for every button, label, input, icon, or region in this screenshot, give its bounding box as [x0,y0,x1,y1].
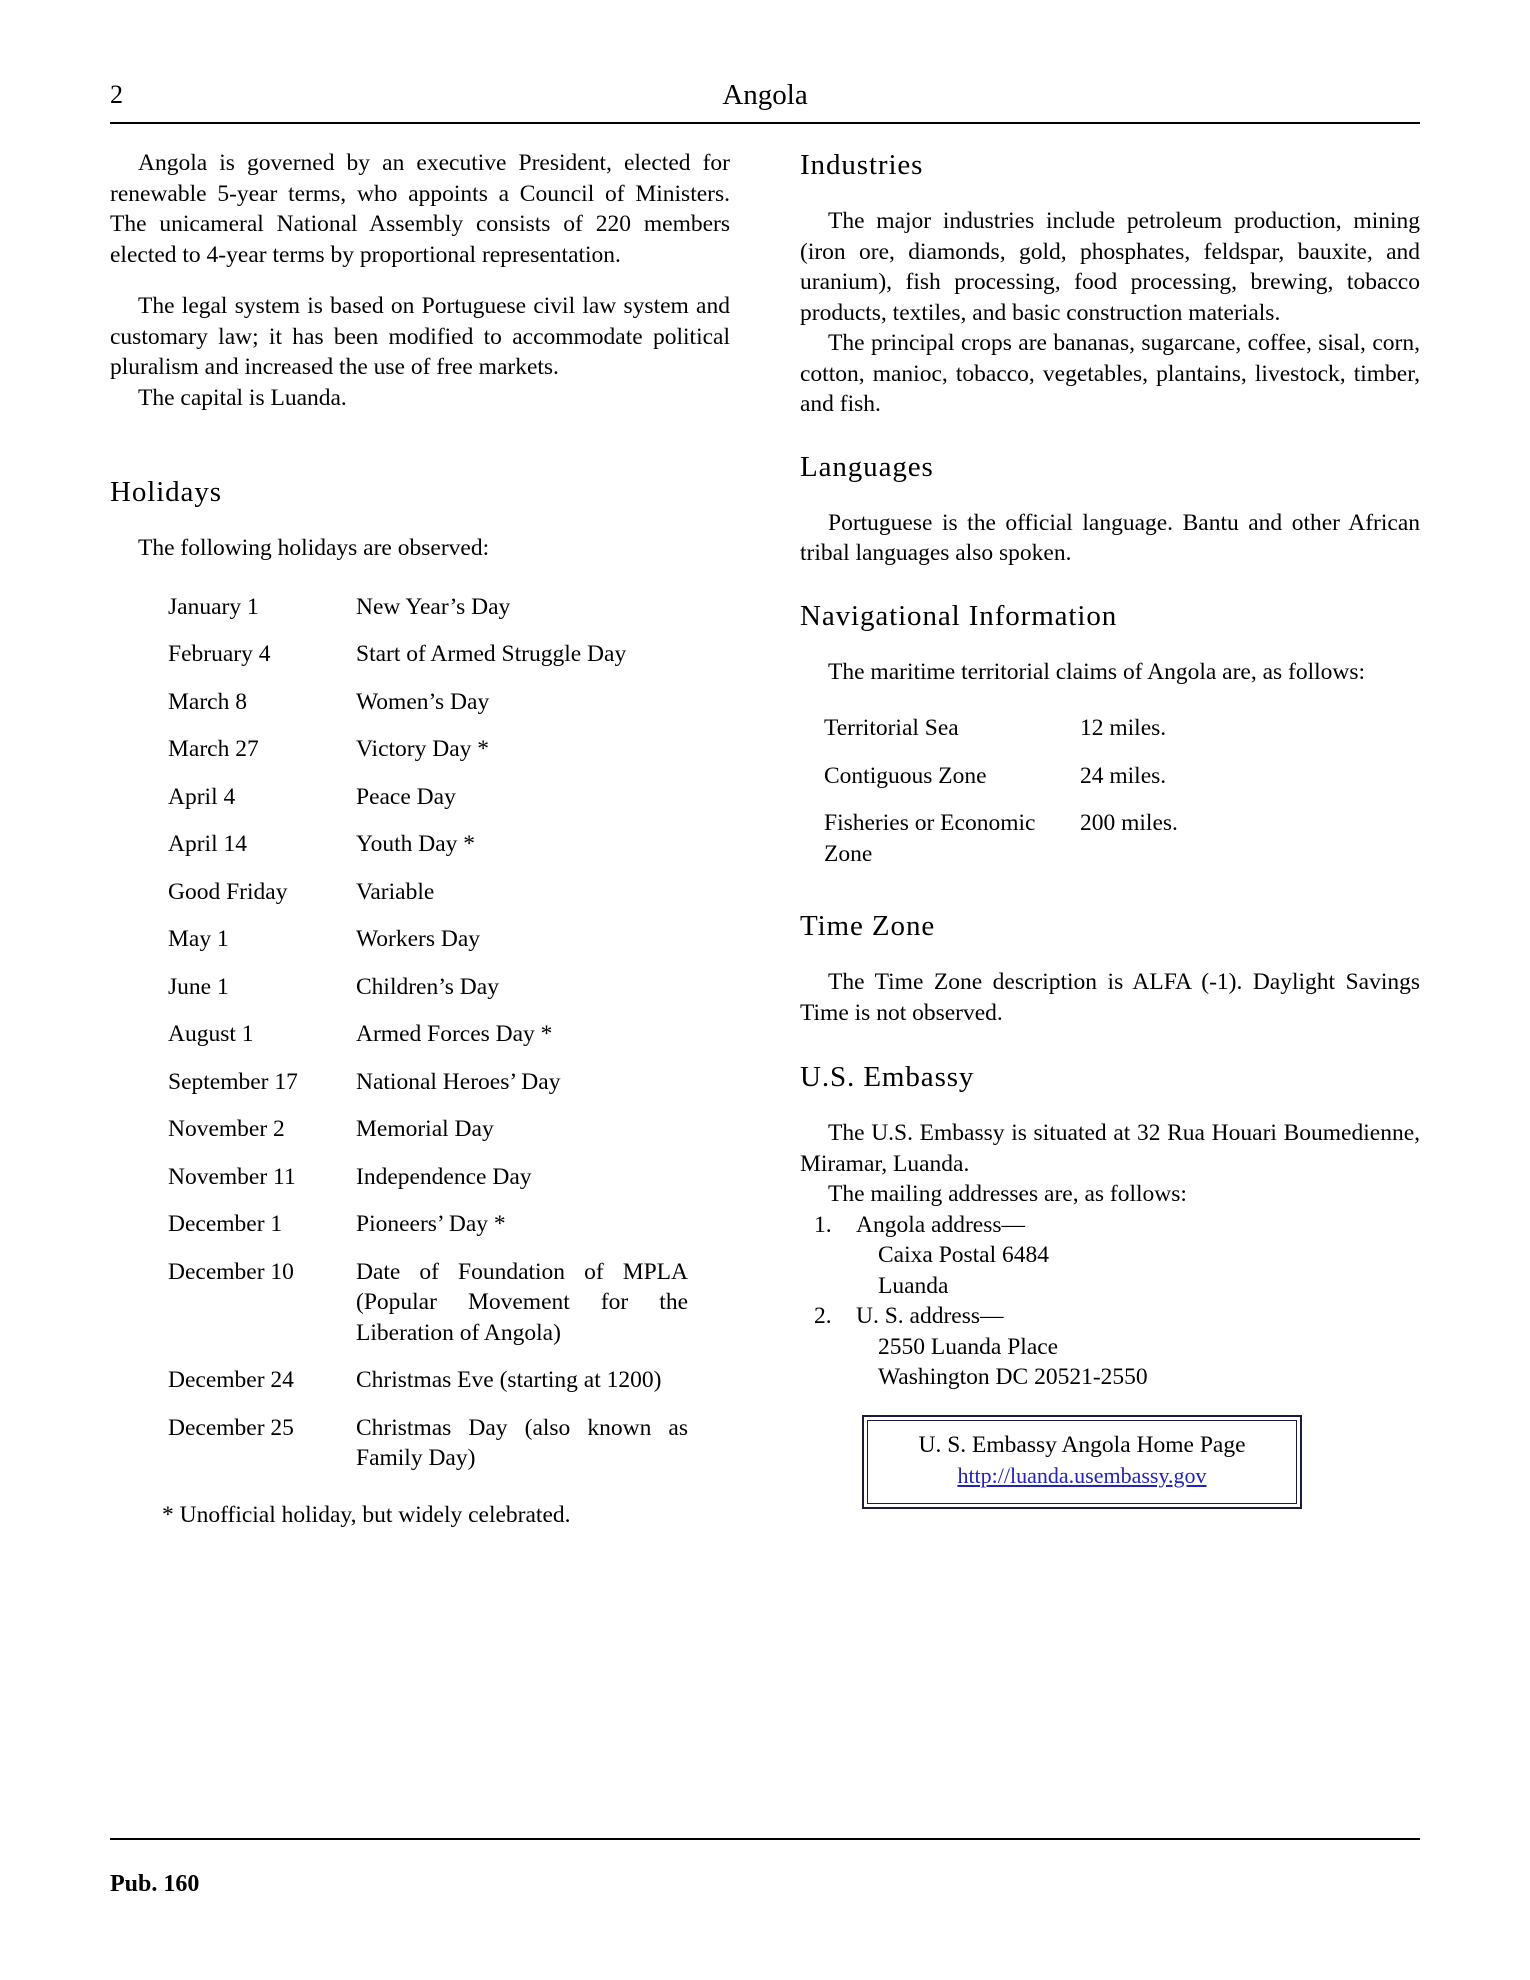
holiday-name: Memorial Day [356,1116,494,1142]
holiday-date: November 2 [168,1116,285,1142]
paragraph-languages: Portuguese is the official language. Bantu and other African tribal languages also spoken. [800,509,1420,566]
claim-value: 200 miles. [1080,810,1178,836]
table-row [168,1413,688,1474]
paragraph-major-industries: The major industries include petroleum production, mining (iron ore, diamonds, gold, phosphates, feldspar, bauxite, and uranium), fish processing, food processing, brewing, tobacco products, textiles, and basic construction materials. [800,208,1420,326]
publication-footer: Pub. 160 [110,1871,200,1897]
claim-value: 12 miles. [1080,715,1167,741]
claim-label: Territorial Sea [824,715,959,741]
heading-industries: Industries [800,149,924,181]
maritime-claims-table [824,713,1394,869]
embassy-address-list [800,1210,1420,1393]
page-number: 2 [110,80,123,109]
holiday-date: April 4 [168,783,236,810]
right-column [800,148,1420,1509]
table-row [168,877,688,925]
list-item-number: 1. [814,1211,832,1238]
table-row [168,924,688,972]
table-row [168,1365,688,1413]
holiday-date: December 24 [168,1367,294,1393]
holiday-date: August 1 [168,1021,254,1047]
paragraph-time-zone: The Time Zone description is ALFA (-1). Daylight Savings Time is not observed. [800,969,1420,1026]
heading-navigational-information: Navigational Information [800,599,1118,632]
holiday-date: March 8 [168,688,247,715]
holiday-name: National Heroes’ Day [356,1068,561,1095]
holiday-name: Workers Day [356,926,481,952]
holiday-date: Good Friday [168,878,288,905]
paragraph-embassy-location: The U.S. Embassy is situated at 32 Rua Houari Boumedienne, Miramar, Luanda. [800,1120,1420,1177]
holiday-name: Youth Day * [356,831,476,857]
holiday-name: Christmas Eve (starting at 1200) [356,1367,662,1393]
holiday-date: May 1 [168,926,229,952]
holidays-intro: The following holidays are observed: [138,535,490,561]
footer-rule [110,1838,1420,1840]
holiday-date: December 25 [168,1414,294,1441]
holiday-name: Peace Day [356,783,456,810]
heading-time-zone: Time Zone [800,910,936,942]
heading-holidays: Holidays [110,476,222,508]
list-item-number: 2. [814,1303,832,1329]
table-row [168,1257,688,1366]
table-row [168,1162,688,1210]
table-row [168,592,688,640]
holiday-date: February 4 [168,641,271,667]
list-item [800,1301,1420,1393]
holiday-name: Date of Foundation of MPLA (Popular Movement for the Liberation of Angola) [356,1258,688,1346]
table-row [168,972,688,1020]
navigational-intro: The maritime territorial claims of Angola are, as follows: [828,658,1366,685]
claim-label: Fisheries or Economic Zone [824,810,1036,867]
holiday-date: January 1 [168,593,259,620]
holiday-date: December 1 [168,1211,283,1237]
claim-label: Contiguous Zone [824,762,987,789]
table-row [168,734,688,782]
holiday-date: April 14 [168,831,247,857]
address-line: Caixa Postal 6484 [878,1242,1050,1268]
table-row [168,1019,688,1067]
table-row [168,1209,688,1257]
table-row [824,808,1394,869]
holiday-date: March 27 [168,736,259,762]
holiday-date: December 10 [168,1258,294,1285]
table-row [168,1114,688,1162]
holiday-name: Start of Armed Struggle Day [356,641,627,667]
table-row [168,639,688,687]
heading-us-embassy: U.S. Embassy [800,1061,975,1093]
address-line: 2550 Luanda Place [878,1333,1059,1360]
header-rule [110,122,1420,124]
holiday-date: November 11 [168,1163,296,1190]
list-item [800,1210,1420,1302]
embassy-homepage-box-inner [867,1420,1297,1504]
paragraph-capital: The capital is Luanda. [138,384,347,411]
heading-languages: Languages [800,450,934,483]
embassy-homepage-link[interactable]: http://luanda.usembassy.gov [957,1462,1207,1488]
holidays-footnote: * Unofficial holiday, but widely celebrated. [162,1501,571,1528]
paragraph-principal-crops: The principal crops are bananas, sugarcane, coffee, sisal, corn, cotton, manioc, tobacco, vegetables, plantains, livestock, timber, and fish. [800,330,1420,417]
holiday-date: September 17 [168,1068,298,1095]
address-line: Luanda [878,1272,949,1299]
holiday-name: Pioneers’ Day * [356,1211,506,1237]
page-title: Angola [722,79,808,111]
address-line: Washington DC 20521-2550 [878,1364,1148,1390]
list-item-label: U. S. address— [856,1303,1004,1329]
holiday-name: Armed Forces Day * [356,1021,553,1047]
left-column [110,148,730,1530]
table-row [168,782,688,830]
holiday-name: Christmas Day (also known as Family Day) [356,1414,688,1471]
holiday-name: Children’s Day [356,973,499,1000]
table-row [168,687,688,735]
holiday-name: Women’s Day [356,688,490,715]
embassy-homepage-box [862,1415,1302,1509]
holiday-date: June 1 [168,973,229,1000]
table-row [168,1067,688,1115]
holiday-name: Victory Day * [356,736,490,762]
list-item-label: Angola address— [856,1211,1026,1238]
table-row [824,761,1394,809]
embassy-homepage-label: U. S. Embassy Angola Home Page [918,1431,1246,1458]
holiday-name: New Year’s Day [356,593,511,620]
paragraph-embassy-mailing: The mailing addresses are, as follows: [828,1181,1187,1207]
holidays-table [168,592,688,1474]
table-row [168,829,688,877]
holiday-name: Independence Day [356,1163,532,1190]
holiday-name: Variable [356,878,435,905]
table-row [824,713,1394,761]
paragraph-government: Angola is governed by an executive President, elected for renewable 5-year terms, who appoints a Council of Ministers. The unicameral National Assembly consists of 220 members elected to 4-year terms by proportional representation. [110,150,730,268]
paragraph-legal-system: The legal system is based on Portuguese civil law system and customary law; it has been modified to accommodate political pluralism and increased the use of free markets. [110,293,730,380]
running-head [110,78,1420,118]
claim-value: 24 miles. [1080,762,1167,789]
